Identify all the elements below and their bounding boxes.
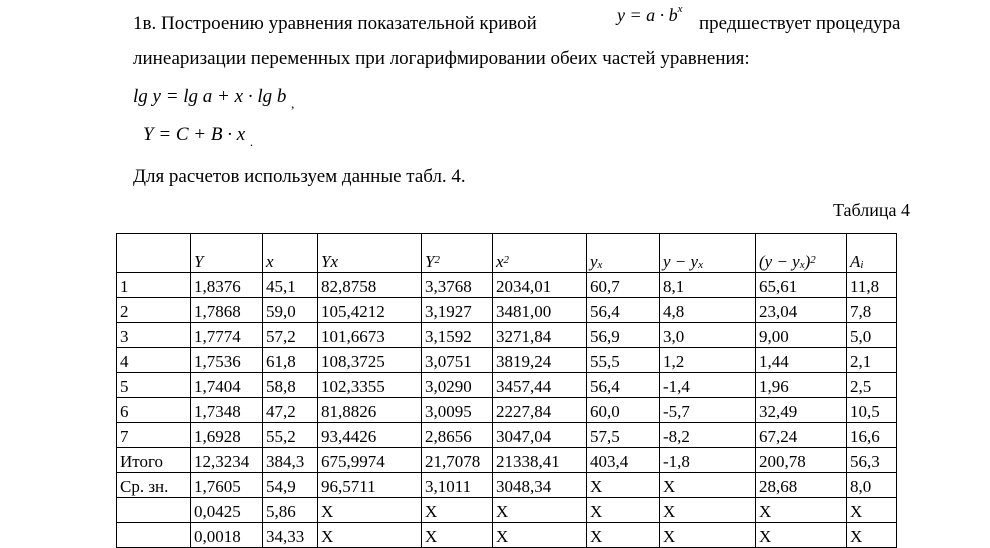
equation-1-text: lg y = lg a + x · lg b	[133, 86, 287, 107]
table-cell: 1,2	[660, 348, 756, 373]
table-cell: 1,6928	[191, 423, 263, 448]
table-cell: 1,7774	[191, 323, 263, 348]
table-cell: 384,3	[263, 448, 318, 473]
table-cell: 65,61	[756, 273, 847, 298]
table-cell: 3,1927	[422, 298, 493, 323]
header-yx-base: y	[590, 252, 598, 271]
table-cell: 45,1	[263, 273, 318, 298]
table-cell: 1,8376	[191, 273, 263, 298]
table-cell: X	[318, 498, 422, 523]
table-row	[117, 523, 897, 548]
header-sq-exp: 2	[810, 254, 816, 266]
table-cell: 105,4212	[318, 298, 422, 323]
row-label-cell: Ср. зн.	[117, 473, 191, 498]
table-cell: 16,6	[847, 423, 897, 448]
header-cell-sq	[756, 234, 847, 273]
data-sentence-text: Для расчетов используем данные табл. 4.	[133, 166, 466, 187]
table-caption: Таблица 4	[833, 200, 910, 220]
table-cell: 10,5	[847, 398, 897, 423]
row-label-cell: 5	[117, 373, 191, 398]
row-label-cell: 7	[117, 423, 191, 448]
table-cell: X	[422, 523, 493, 548]
table-row	[117, 423, 897, 448]
table-cell: 11,8	[847, 273, 897, 298]
header-Y2-exp: 2	[434, 254, 440, 266]
table-row	[117, 323, 897, 348]
equation-2-text: Y = C + B · x	[143, 124, 246, 145]
table-cell: -8,2	[660, 423, 756, 448]
table-cell: 2227,84	[493, 398, 587, 423]
header-cell-yx	[587, 234, 660, 273]
table-cell: X	[660, 523, 756, 548]
row-label-cell: 6	[117, 398, 191, 423]
formula-eq: = a · b	[629, 5, 678, 25]
table-cell: 1,7868	[191, 298, 263, 323]
table-row	[117, 473, 897, 498]
table-cell: X	[422, 498, 493, 523]
header-diff-sub: x	[698, 259, 703, 271]
table-cell: 3,3768	[422, 273, 493, 298]
header-cell-diff	[660, 234, 756, 273]
table-cell: 200,78	[756, 448, 847, 473]
table-cell: 1,7348	[191, 398, 263, 423]
row-label-cell: 3	[117, 323, 191, 348]
header-cell-Ai	[847, 234, 897, 273]
table-cell: 12,3234	[191, 448, 263, 473]
table-cell: X	[587, 523, 660, 548]
table-cell: 56,9	[587, 323, 660, 348]
table-cell: 1,7404	[191, 373, 263, 398]
table-row	[117, 348, 897, 373]
table-cell: 9,00	[756, 323, 847, 348]
table-cell: X	[493, 523, 587, 548]
table-cell: 3047,04	[493, 423, 587, 448]
table-row	[117, 498, 897, 523]
table-cell: 8,1	[660, 273, 756, 298]
table-cell: -5,7	[660, 398, 756, 423]
table-cell: X	[587, 473, 660, 498]
table-cell: 2,1	[847, 348, 897, 373]
table-cell: 3457,44	[493, 373, 587, 398]
table-cell: X	[587, 498, 660, 523]
header-x2-exp: 2	[503, 254, 510, 266]
table-cell: 2,5	[847, 373, 897, 398]
table-cell: 3,0095	[422, 398, 493, 423]
table-row	[117, 448, 897, 473]
intro-line-1-tail	[699, 13, 900, 35]
table-cell: 56,4	[587, 373, 660, 398]
row-label-cell: 2	[117, 298, 191, 323]
header-x2-base: x	[496, 252, 504, 271]
intro-text-1: 1в. Построению уравнения показательной кривой	[133, 13, 537, 34]
header-cell-Y2	[422, 234, 493, 273]
table-cell: 0,0425	[191, 498, 263, 523]
table-cell: 21338,41	[493, 448, 587, 473]
formula-y: y	[617, 5, 625, 25]
table-cell: 55,2	[263, 423, 318, 448]
header-cell-Y: Y	[191, 234, 263, 273]
equation-1-punct: ,	[291, 96, 295, 111]
table-row	[117, 273, 897, 298]
table-cell: 101,6673	[318, 323, 422, 348]
header-sq-base: (y − y	[759, 252, 800, 271]
row-label-cell: Итого	[117, 448, 191, 473]
table-cell: 1,7605	[191, 473, 263, 498]
table-cell: -1,4	[660, 373, 756, 398]
table-cell: 59,0	[263, 298, 318, 323]
table-cell: 61,8	[263, 348, 318, 373]
table-cell: X	[660, 498, 756, 523]
table-cell: 108,3725	[318, 348, 422, 373]
table-cell: X	[756, 523, 847, 548]
table-cell: 2034,01	[493, 273, 587, 298]
header-Ai-base: A	[850, 252, 861, 271]
row-label-cell	[117, 498, 191, 523]
table-cell: 1,44	[756, 348, 847, 373]
data-sentence	[133, 166, 466, 188]
table-cell: 23,04	[756, 298, 847, 323]
table-cell: 32,49	[756, 398, 847, 423]
table-cell: X	[847, 498, 897, 523]
header-yx-sub: x	[597, 259, 603, 271]
table-cell: 96,5711	[318, 473, 422, 498]
table-cell: 81,8826	[318, 398, 422, 423]
table-cell: 2,8656	[422, 423, 493, 448]
header-sq-close: )	[804, 252, 811, 271]
data-table	[116, 233, 897, 548]
table-cell: 675,9974	[318, 448, 422, 473]
row-label-cell: 1	[117, 273, 191, 298]
header-diff-base: y − y	[663, 252, 699, 271]
equation-2-punct: .	[249, 134, 254, 149]
table-cell: 403,4	[587, 448, 660, 473]
table-cell: X	[318, 523, 422, 548]
equation-1	[133, 86, 295, 111]
table-cell: -1,8	[660, 448, 756, 473]
table-cell: 55,5	[587, 348, 660, 373]
table-cell: 4,8	[660, 298, 756, 323]
table-cell: 67,24	[756, 423, 847, 448]
table-row	[117, 373, 897, 398]
table-cell: 5,86	[263, 498, 318, 523]
formula-exp: x	[677, 3, 683, 15]
intro-formula	[617, 5, 683, 26]
table-cell: 56,4	[587, 298, 660, 323]
table-cell: 34,33	[263, 523, 318, 548]
table-cell: 1,96	[756, 373, 847, 398]
row-label-cell	[117, 523, 191, 548]
table-header-row	[117, 234, 897, 273]
header-Y2-base: Y	[425, 252, 435, 271]
table-cell: 5,0	[847, 323, 897, 348]
table-cell: 57,5	[587, 423, 660, 448]
table-cell: 93,4426	[318, 423, 422, 448]
header-cell-x: x	[263, 234, 318, 273]
equation-2	[143, 124, 254, 149]
table-cell: 102,3355	[318, 373, 422, 398]
table-cell: 47,2	[263, 398, 318, 423]
table-cell: 3,1011	[422, 473, 493, 498]
table-cell: 82,8758	[318, 273, 422, 298]
table-cell: 57,2	[263, 323, 318, 348]
table-cell: X	[660, 473, 756, 498]
table-cell: 3,0	[660, 323, 756, 348]
header-cell-Yx: Yx	[318, 234, 422, 273]
intro-line-1	[133, 13, 537, 35]
table-cell: 56,3	[847, 448, 897, 473]
table-cell: X	[493, 498, 587, 523]
table-cell: 3,0290	[422, 373, 493, 398]
table-cell: 60,0	[587, 398, 660, 423]
table-cell: 3048,34	[493, 473, 587, 498]
table-cell: 1,7536	[191, 348, 263, 373]
table-cell: 3,0751	[422, 348, 493, 373]
row-label-cell: 4	[117, 348, 191, 373]
table-cell: 0,0018	[191, 523, 263, 548]
table-cell: 7,8	[847, 298, 897, 323]
table-row	[117, 298, 897, 323]
table-cell: X	[847, 523, 897, 548]
table-cell: 3481,00	[493, 298, 587, 323]
header-sq-sub: x	[799, 259, 805, 271]
table-cell: 54,9	[263, 473, 318, 498]
table-cell: 21,7078	[422, 448, 493, 473]
header-Ai-sub: i	[860, 259, 864, 271]
table-cell: 3819,24	[493, 348, 587, 373]
table-cell: 28,68	[756, 473, 847, 498]
table-row	[117, 398, 897, 423]
table-cell: 3,1592	[422, 323, 493, 348]
table-cell: 58,8	[263, 373, 318, 398]
table-cell: X	[756, 498, 847, 523]
header-cell-index	[117, 234, 191, 273]
intro-text-3: линеаризации переменных при логарифмировании обеих частей уравнения:	[133, 48, 750, 69]
table-cell: 60,7	[587, 273, 660, 298]
table-cell: 8,0	[847, 473, 897, 498]
intro-line-2	[133, 48, 750, 70]
header-cell-x2	[493, 234, 587, 273]
intro-text-2: предшествует процедура	[699, 13, 901, 34]
table-cell: 3271,84	[493, 323, 587, 348]
